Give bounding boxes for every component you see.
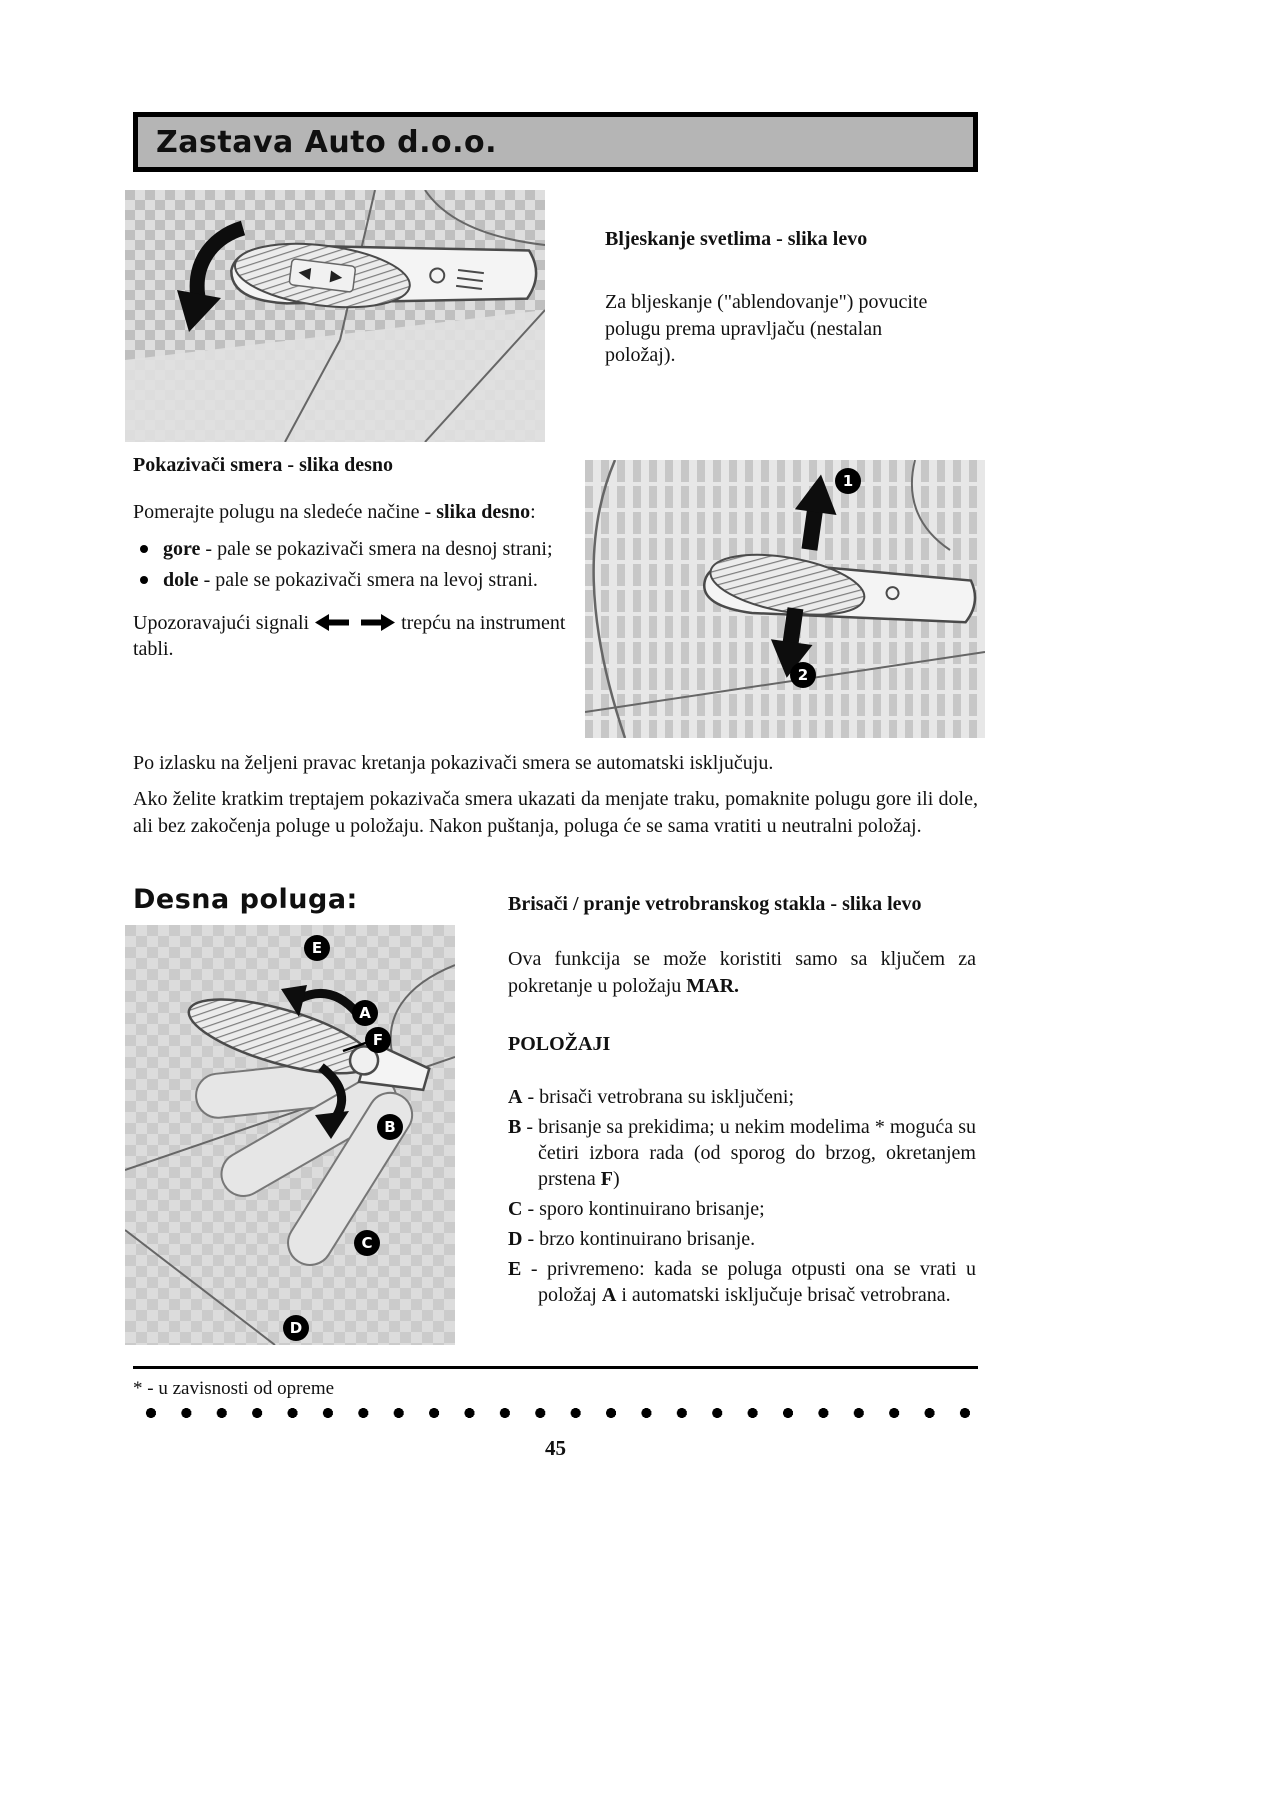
positions-list — [508, 1084, 976, 1308]
positions-heading: POLOŽAJI — [508, 1033, 611, 1056]
position-text: - privremeno: kada se poluga otpusti ona se vrati u položaj — [521, 1258, 976, 1307]
bullet-term: dole — [163, 569, 199, 592]
turn-intro-bold: slika desno — [436, 501, 531, 523]
wiper-position-b — [508, 1114, 976, 1192]
position-letter: A — [508, 1086, 523, 1109]
position-text: - brisanje sa prekidima; u nekim modelima * moguća su četiri izbora rada (od sporog do brzog, okretanjem prstena — [521, 1116, 976, 1191]
wiper-stalk-illustration — [125, 925, 455, 1345]
turn-warning-pre: Upozoravajući signali — [133, 611, 310, 634]
turn-intro-pre: Pomerajte polugu na sledeće načine - — [133, 501, 437, 523]
bullet-icon — [140, 576, 148, 584]
position-text-2: i automatski isključuje brisač vetrobrana. — [616, 1284, 951, 1307]
header-banner — [133, 112, 978, 172]
key-note-bold: MAR. — [686, 974, 740, 997]
turn-intro — [133, 499, 575, 526]
wipers-heading: Brisači / pranje vetrobranskog stakla - slika levo — [508, 893, 922, 915]
turn-auto-off: Po izlasku na željeni pravac kretanja pokazivači smera se automatski isključuju. — [133, 752, 774, 774]
indicator-stalk-figure — [585, 460, 985, 738]
right-arrow-icon — [361, 614, 395, 631]
turn-lane-change: Ako želite kratkim treptajem pokazivača smera ukazati da menjate traku, pomaknite polugu gore ili dole, ali bez zakočenja poluge u položaju. Nakon puštanja, poluga će se sama vratiti u neutralni položaj. — [133, 788, 978, 837]
position-letter: E — [508, 1258, 522, 1281]
position-text-2: ) — [612, 1168, 620, 1191]
turn-warning — [133, 610, 575, 663]
turn-intro-post: : — [530, 501, 536, 523]
bullet-text: - pale se pokazivači smera na levoj strani. — [198, 569, 538, 592]
position-badge-d: D — [283, 1315, 309, 1341]
wiper-position-a — [508, 1084, 976, 1110]
bullet-icon — [140, 545, 148, 553]
flash-body: Za bljeskanje ("ablendovanje") povucite polugu prema upravljaču (nestalan položaj). — [605, 291, 928, 367]
turn-bullet-list — [133, 536, 575, 594]
position-text: - sporo kontinuirano brisanje; — [522, 1198, 765, 1221]
footnote: * - u zavisnosti od opreme — [133, 1378, 335, 1399]
flash-section — [605, 226, 937, 369]
right-lever-heading: Desna poluga: — [133, 884, 358, 915]
position-badge-c: C — [354, 1230, 380, 1256]
turn-bullet-up — [133, 536, 575, 563]
left-arrow-icon — [315, 614, 349, 631]
turn-heading: Pokazivači smera - slika desno — [133, 454, 393, 476]
position-badge-1: 1 — [835, 468, 861, 494]
position-text: - brzo kontinuirano brisanje. — [522, 1228, 756, 1251]
turn-warning-post: trepću na instrument tabli. — [133, 611, 566, 661]
wiper-position-c — [508, 1196, 976, 1222]
page-title: Zastava Auto d.o.o. — [156, 124, 498, 160]
flash-heading: Bljeskanje svetlima - slika levo — [605, 228, 868, 250]
dots-separator — [133, 1406, 985, 1420]
wiper-position-d — [508, 1226, 976, 1252]
wiper-stalk-figure — [125, 925, 455, 1345]
page-number: 45 — [545, 1436, 566, 1460]
wiper-position-e — [508, 1256, 976, 1308]
key-note-text: Ova funkcija se može koristiti samo sa ključem za pokretanje u položaju — [508, 948, 976, 997]
position-text: - brisači vetrobrana su isključeni; — [522, 1086, 795, 1109]
position-letter: C — [508, 1198, 523, 1221]
position-badge-a: A — [352, 1000, 378, 1026]
indicator-stalk-illustration — [585, 460, 985, 738]
left-stalk-figure — [125, 190, 545, 442]
position-badge-f: F — [365, 1027, 391, 1053]
position-letter: D — [508, 1228, 523, 1251]
wipers-key-note — [508, 946, 976, 999]
left-stalk-illustration — [125, 190, 545, 442]
footer-rule — [133, 1366, 978, 1369]
position-letter-2: A — [601, 1284, 617, 1307]
position-badge-b: B — [377, 1114, 403, 1140]
bullet-text: - pale se pokazivači smera na desnoj strani; — [200, 537, 553, 560]
turn-section — [133, 452, 575, 663]
position-badge-e: E — [304, 935, 330, 961]
turn-bullet-down — [133, 567, 575, 594]
position-letter: B — [508, 1116, 522, 1139]
bullet-term: gore — [163, 537, 201, 560]
position-letter-2: F — [600, 1168, 613, 1191]
wipers-section — [508, 891, 976, 1312]
position-badge-2: 2 — [790, 662, 816, 688]
